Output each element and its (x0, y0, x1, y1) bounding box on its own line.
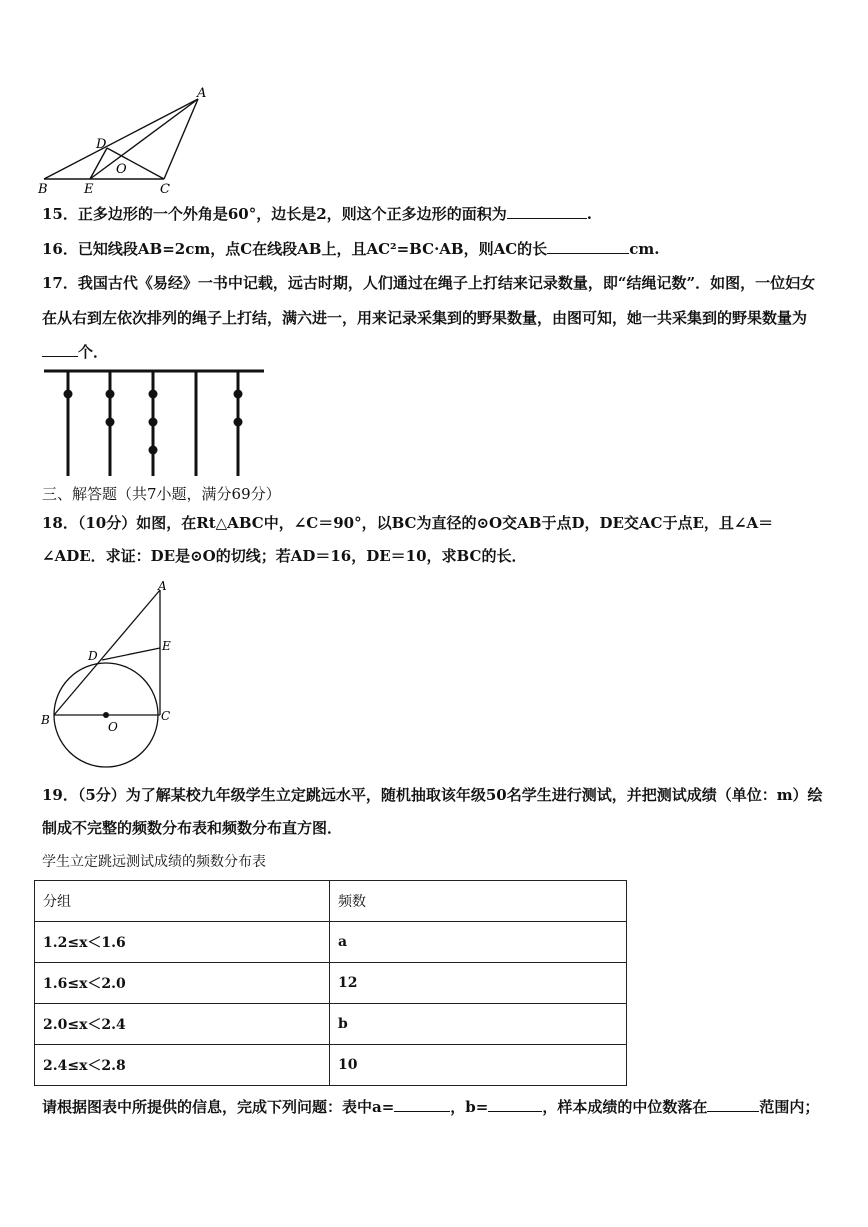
knot (106, 418, 115, 427)
table-header-row (35, 881, 627, 922)
label-d: D (88, 649, 98, 663)
question-16 (42, 239, 659, 259)
q17-blank[interactable] (42, 342, 78, 357)
q19-line-2: 制成不完整的频数分布表和频数分布直方图． (42, 819, 343, 837)
q19-tail-part-3: ，样本成绩的中位数落在 (542, 1098, 708, 1116)
cell-group: 2.4≤x＜2.8 (35, 1045, 330, 1086)
knot-rope-figure (40, 366, 270, 481)
cell-group: 1.6≤x＜2.0 (35, 963, 330, 1004)
q17-line-2: 在从右到左依次排列的绳子上打结，满六进一，用来记录采集到的野果数量，由图可知，她一共采集到的野果数量为 (42, 309, 808, 327)
q19-tail-part-1: 请根据图表中所提供的信息，完成下列问题：表中a= (42, 1098, 395, 1116)
label-a: A (197, 86, 207, 101)
label-d: D (96, 137, 107, 152)
segment-de (90, 148, 107, 179)
table-caption: 学生立定跳远测试成绩的频数分布表 (42, 854, 266, 870)
knot (64, 390, 73, 399)
cell-group: 1.2≤x＜1.6 (35, 922, 330, 963)
cell-frequency: a (330, 922, 627, 963)
q15-blank[interactable] (507, 204, 587, 219)
label-e: E (162, 639, 171, 653)
knot (234, 418, 243, 427)
q19-tail-part-4: 范围内； (759, 1098, 820, 1116)
blank-a[interactable] (394, 1097, 450, 1112)
q18-line-2: ∠ADE．求证：DE是⊙O的切线；若AD＝16，DE＝10，求BC的长． (42, 547, 527, 565)
label-a: A (158, 579, 167, 593)
frequency-table (34, 880, 627, 1086)
table-row (35, 922, 627, 963)
cell-frequency: b (330, 1004, 627, 1045)
q18-line-1: 18．（10分）如图，在Rt△ABC中，∠C＝90°，以BC为直径的⊙O交AB于点D，DE交AC于点E，且∠A＝ (42, 514, 774, 532)
q19-line-1: 19．（5分）为了解某校九年级学生立定跳远水平，随机抽取该年级50名学生进行测试，并把测试成绩（单位：m）绘 (42, 786, 823, 804)
q19-tail (42, 1097, 819, 1117)
knot (149, 446, 158, 455)
q16-text: 16．已知线段AB=2cm，点C在线段AB上，且AC²=BC·AB，则AC的长 (42, 240, 548, 258)
q18-figure (36, 578, 186, 768)
cell-group: 2.0≤x＜2.4 (35, 1004, 330, 1045)
q17-line-1: 17．我国古代《易经》一书中记载，远古时期，人们通过在绳子上打结来记录数量，即“结绳记数”．如图，一位妇女 (42, 274, 816, 292)
label-o: O (116, 162, 127, 177)
cell-frequency: 10 (330, 1045, 627, 1086)
q17-line-3 (42, 342, 108, 362)
label-e: E (84, 182, 94, 195)
table-row (35, 963, 627, 1004)
header-frequency: 频数 (330, 881, 627, 922)
cell-frequency: 12 (330, 963, 627, 1004)
label-c: C (160, 182, 170, 195)
q15-text: 15．正多边形的一个外角是60°，边长是2，则这个正多边形的面积为 (42, 205, 507, 223)
label-b: B (38, 182, 48, 195)
knot (234, 390, 243, 399)
center-o-dot (103, 712, 109, 718)
q19-tail-part-2: ，b= (450, 1098, 489, 1116)
table-row (35, 1004, 627, 1045)
knot (106, 390, 115, 399)
blank-b[interactable] (488, 1097, 542, 1112)
label-c: C (161, 709, 171, 723)
q16-end: cm. (629, 240, 660, 258)
q14-figure (38, 85, 218, 195)
q16-blank[interactable] (547, 239, 629, 254)
header-group: 分组 (35, 881, 330, 922)
question-15 (42, 204, 592, 224)
section-3-heading: 三、解答题（共7小题，满分69分） (42, 485, 281, 503)
q17-end: 个． (78, 343, 109, 361)
knot (149, 418, 158, 427)
label-b: B (41, 713, 50, 727)
blank-median[interactable] (707, 1097, 759, 1112)
knot (149, 390, 158, 399)
segment-ba (54, 590, 160, 715)
table-row (35, 1045, 627, 1086)
segment-de (102, 648, 160, 660)
q15-end: . (586, 205, 592, 223)
label-o: O (108, 720, 118, 734)
